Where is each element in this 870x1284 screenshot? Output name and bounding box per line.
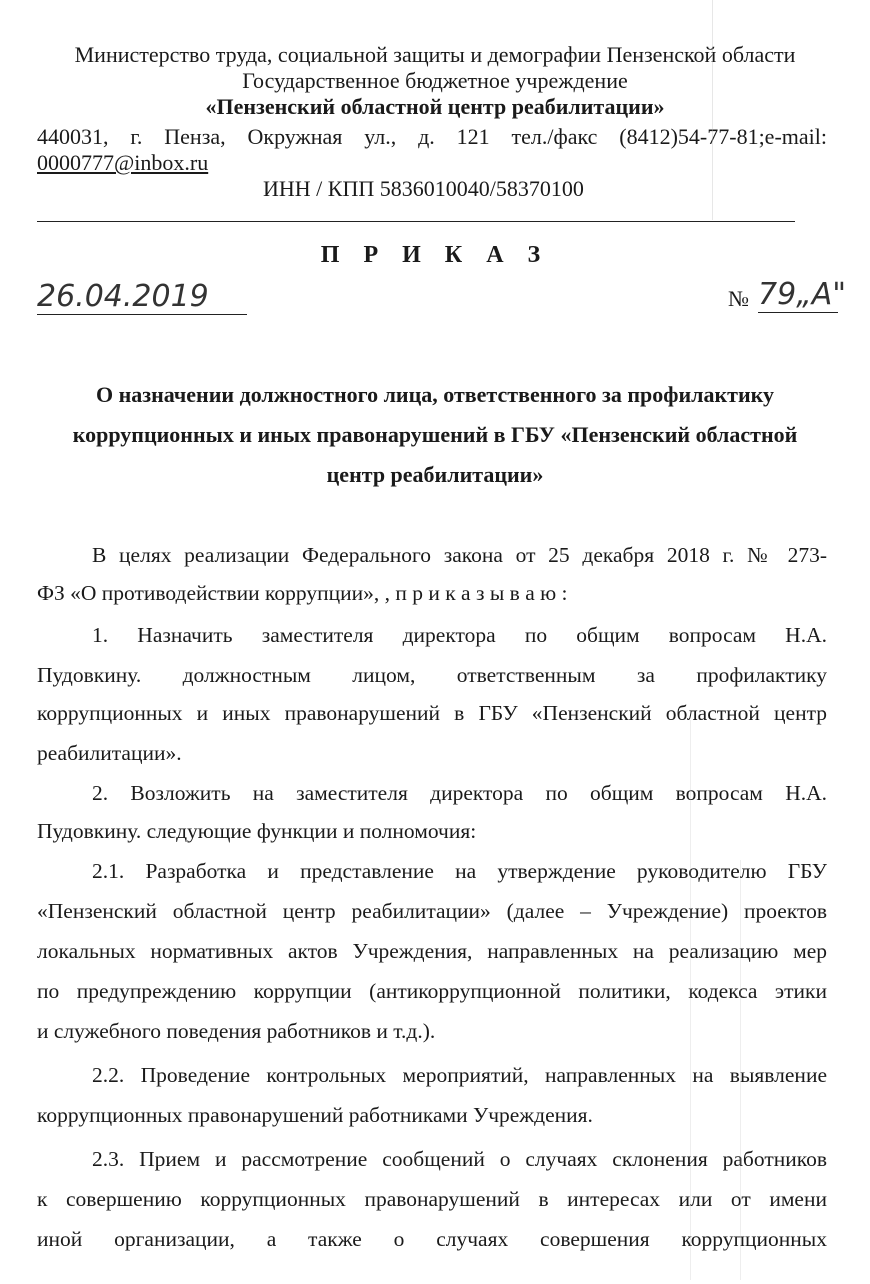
org-type: Государственное бюджетное учреждение	[242, 68, 628, 93]
item-2-3-line-2: к совершению коррупционных правонарушений в интересах или от имени	[37, 1187, 827, 1211]
scan-artifact	[712, 0, 713, 220]
item-1-line-1: 1. Назначить заместителя директора по общим вопросам Н.А.	[92, 623, 827, 647]
order-date: 26.04.2019	[37, 280, 247, 315]
order-number: 79„А"	[758, 277, 847, 312]
scan-artifact	[690, 720, 691, 1280]
item-2-1-line-4: по предупреждению коррупции (антикоррупционной политики, кодекса этики	[37, 979, 827, 1003]
item-2-line-1: 2. Возложить на заместителя директора по общим вопросам Н.А.	[92, 781, 827, 805]
item-2-1-line-3: локальных нормативных актов Учреждения, направленных на реализацию мер	[37, 939, 827, 963]
order-number-label: №	[728, 286, 749, 311]
org-email-wrap	[37, 150, 208, 176]
item-2-line-2: Пудовкину. следующие функции и полномочия:	[37, 819, 477, 843]
org-inn: ИНН / КПП 5836010040/58370100	[263, 176, 584, 201]
item-2-1-line-1: 2.1. Разработка и представление на утверждение руководителю ГБУ	[92, 859, 827, 883]
item-2-1-line-5: и служебного поведения работников и т.д.).	[37, 1019, 436, 1043]
item-1-line-2: Пудовкину. должностным лицом, ответственным за профилактику	[37, 663, 827, 687]
item-2-3-line-1: 2.3. Прием и рассмотрение сообщений о случаях склонения работников	[92, 1147, 827, 1171]
item-1-line-3: коррупционных и иных правонарушений в ГБУ «Пензенский областной центр	[37, 701, 827, 725]
preamble-line-2: ФЗ «О противодействии коррупции», , п р и к а з ы в а ю :	[37, 581, 568, 605]
subject-line-2: коррупционных и иных правонарушений в ГБУ «Пензенский областной	[72, 422, 798, 447]
subject-line-3: центр реабилитации»	[326, 462, 544, 487]
preamble-line-1: В целях реализации Федерального закона от 25 декабря 2018 г. № 273-	[92, 543, 827, 567]
org-name: «Пензенский областной центр реабилитации»	[205, 94, 665, 119]
org-address: 440031, г. Пенза, Окружная ул., д. 121 тел./факс (8412)54-77-81;e-mail:	[37, 124, 827, 149]
org-email-link[interactable]: 0000777@inbox.ru	[37, 150, 209, 175]
item-1-line-4: реабилитации».	[37, 741, 182, 765]
item-2-2-line-1: 2.2. Проведение контрольных мероприятий, направленных на выявление	[92, 1063, 827, 1087]
item-2-3-line-3: иной организации, а также о случаях совершения коррупционных	[37, 1227, 827, 1251]
scan-artifact	[740, 860, 741, 1280]
order-title: П Р И К А З	[320, 242, 550, 268]
ministry-name: Министерство труда, социальной защиты и демографии Пензенской области	[74, 42, 796, 67]
item-2-1-line-2: «Пензенский областной центр реабилитации» (далее – Учреждение) проектов	[37, 899, 827, 923]
header-divider	[37, 221, 795, 222]
item-2-2-line-2: коррупционных правонарушений работниками Учреждения.	[37, 1103, 593, 1127]
subject-line-1: О назначении должностного лица, ответственного за профилактику	[95, 382, 775, 407]
